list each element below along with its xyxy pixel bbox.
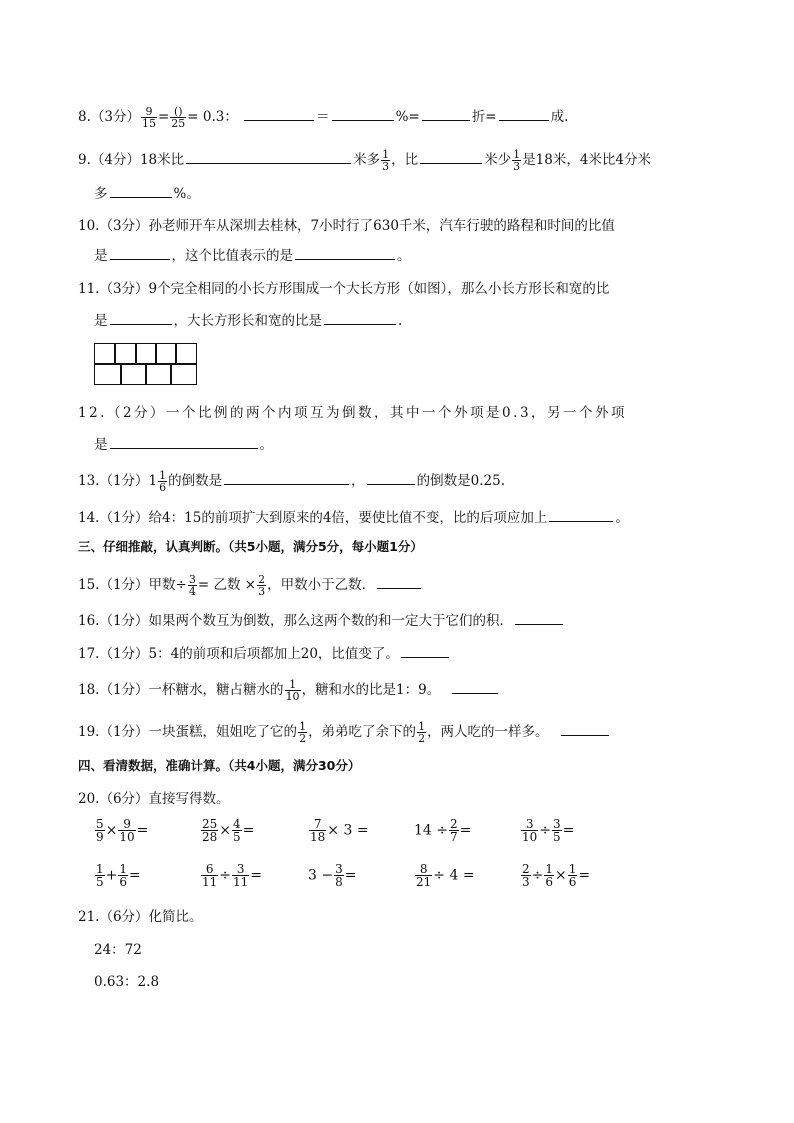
question-21: 21.（6分）化简比。 (78, 909, 203, 925)
answer-blank[interactable] (295, 245, 395, 260)
answer-blank[interactable] (452, 679, 498, 694)
question-18: 18.（1分）一杯糖水，糖占糖水的 $\frac{1}{10}$ ，糖和水的比是1：9。 (78, 679, 500, 702)
answer-blank[interactable] (110, 434, 258, 449)
answer-blank[interactable] (515, 610, 563, 625)
answer-blank[interactable] (420, 149, 482, 164)
section-3-heading: 三、仔细推敲，认真判断。（共5小题，满分5分，每小题1分） (78, 539, 423, 554)
answer-blank[interactable] (332, 106, 394, 121)
question-20: 20.（6分）直接写得数。 (78, 791, 230, 807)
fraction: $\frac{1}{2}$ (299, 720, 307, 745)
answer-blank[interactable] (110, 310, 172, 325)
rectangles-figure (94, 343, 197, 385)
fraction: $\frac{1}{10}$ (285, 678, 300, 703)
answer-blank[interactable] (110, 183, 172, 198)
calc-item: $\frac{7}{18}$ × 3 = (310, 817, 369, 844)
question-9-line2: 多 %。 (94, 183, 200, 204)
fraction: $\frac{2}{3}$ (258, 573, 266, 598)
answer-blank[interactable] (244, 106, 314, 121)
fraction: $\frac{1}{2}$ (418, 720, 426, 745)
fraction: $\frac{1}{6}$ (159, 469, 167, 494)
question-12: 12.（2分）一个比例的两个内项互为倒数，其中一个外项是0.3，另一个外项 (78, 405, 628, 421)
calc-item: $\frac{1}{5}$ + $\frac{1}{6}$ = (96, 862, 141, 889)
question-8: 8.（3分） $\frac{9}{15}$ = () 25 = 0.3： ＝ %= 折= 成. (78, 105, 569, 130)
answer-blank[interactable] (324, 310, 396, 325)
question-17: 17.（1分）5：4的前项和后项都加上20，比值变了。 (78, 643, 451, 664)
calc-item: 3 − $\frac{3}{8}$ = (308, 862, 357, 889)
fraction: $\frac{1}{3}$ (382, 148, 390, 173)
question-9: 9.（4分）18米比 米多 $\frac{1}{3}$ ，比 米少 $\frac{1}{3}$ 是18米，4米比4分米 (78, 148, 652, 173)
calc-item: $\frac{2}{3}$ ÷ $\frac{1}{6}$ × $\frac{1}{6}$ = (522, 862, 591, 889)
question-10-line2: 是 ，这个比值表示的是 。 (94, 245, 411, 266)
section-4-heading: 四、看清数据，准确计算。（共4小题，满分30分） (78, 758, 361, 773)
fraction: $\frac{3}{4}$ (188, 573, 196, 598)
calc-item: $\frac{5}{9}$ × $\frac{9}{10}$ = (96, 817, 149, 844)
fraction: $\frac{1}{3}$ (513, 148, 521, 173)
answer-blank[interactable] (561, 721, 609, 736)
calc-item: $\frac{8}{21}$ ÷ 4 = (416, 862, 475, 889)
answer-blank[interactable] (224, 470, 349, 485)
ratio-item: 0.63：2.8 (94, 974, 160, 990)
question-14: 14.（1分）给4：15的前项扩大到原来的4倍，要使比值不变，比的后项应加上 。 (78, 507, 629, 528)
calc-item: $\frac{3}{10}$ ÷ $\frac{3}{5}$ = (522, 817, 575, 844)
question-16: 16.（1分）如果两个数互为倒数，那么这两个数的和一定大于它们的积． (78, 610, 565, 631)
question-13: 13.（1分）1 $\frac{1}{6}$ 的倒数是 ， 的倒数是0.25. (78, 469, 506, 494)
answer-blank[interactable] (377, 574, 421, 589)
answer-blank[interactable] (186, 149, 351, 164)
question-19: 19.（1分）一块蛋糕，姐姐吃了它的 $\frac{1}{2}$ ，弟弟吃了余下的 $\frac{1}{2}$ ，两人吃的一样多。 (78, 721, 611, 744)
calc-item: $\frac{25}{28}$ × $\frac{4}{5}$ = (202, 817, 255, 844)
answer-blank[interactable] (499, 106, 549, 121)
answer-blank[interactable] (367, 470, 415, 485)
answer-blank[interactable] (422, 106, 470, 121)
ratio-item: 24：72 (94, 942, 142, 958)
answer-blank[interactable] (549, 507, 613, 522)
answer-blank[interactable] (110, 245, 170, 260)
answer-blank[interactable] (401, 643, 449, 658)
question-12-line2: 是 。 (94, 434, 273, 455)
calc-item: 14 ÷ $\frac{2}{7}$ = (414, 817, 472, 844)
question-11-line2: 是 ，大长方形长和宽的比是 . (94, 310, 402, 331)
fraction: () 25 (171, 105, 186, 130)
question-10: 10.（3分）孙老师开车从深圳去桂林，7小时行了630千米，汽车行驶的路程和时间的比值 (78, 218, 615, 234)
calc-item: $\frac{6}{11}$ ÷ $\frac{3}{11}$ = (202, 862, 263, 889)
question-11: 11.（3分）9个完全相同的小长方形围成一个大长方形（如图），那么小长方形长和宽的比 (78, 281, 610, 297)
fraction: $\frac{9}{15}$ (141, 105, 156, 130)
question-15: 15.（1分）甲数÷ $\frac{3}{4}$ = 乙数 × $\frac{2}{3}$ ，甲数小于乙数． (78, 574, 423, 597)
